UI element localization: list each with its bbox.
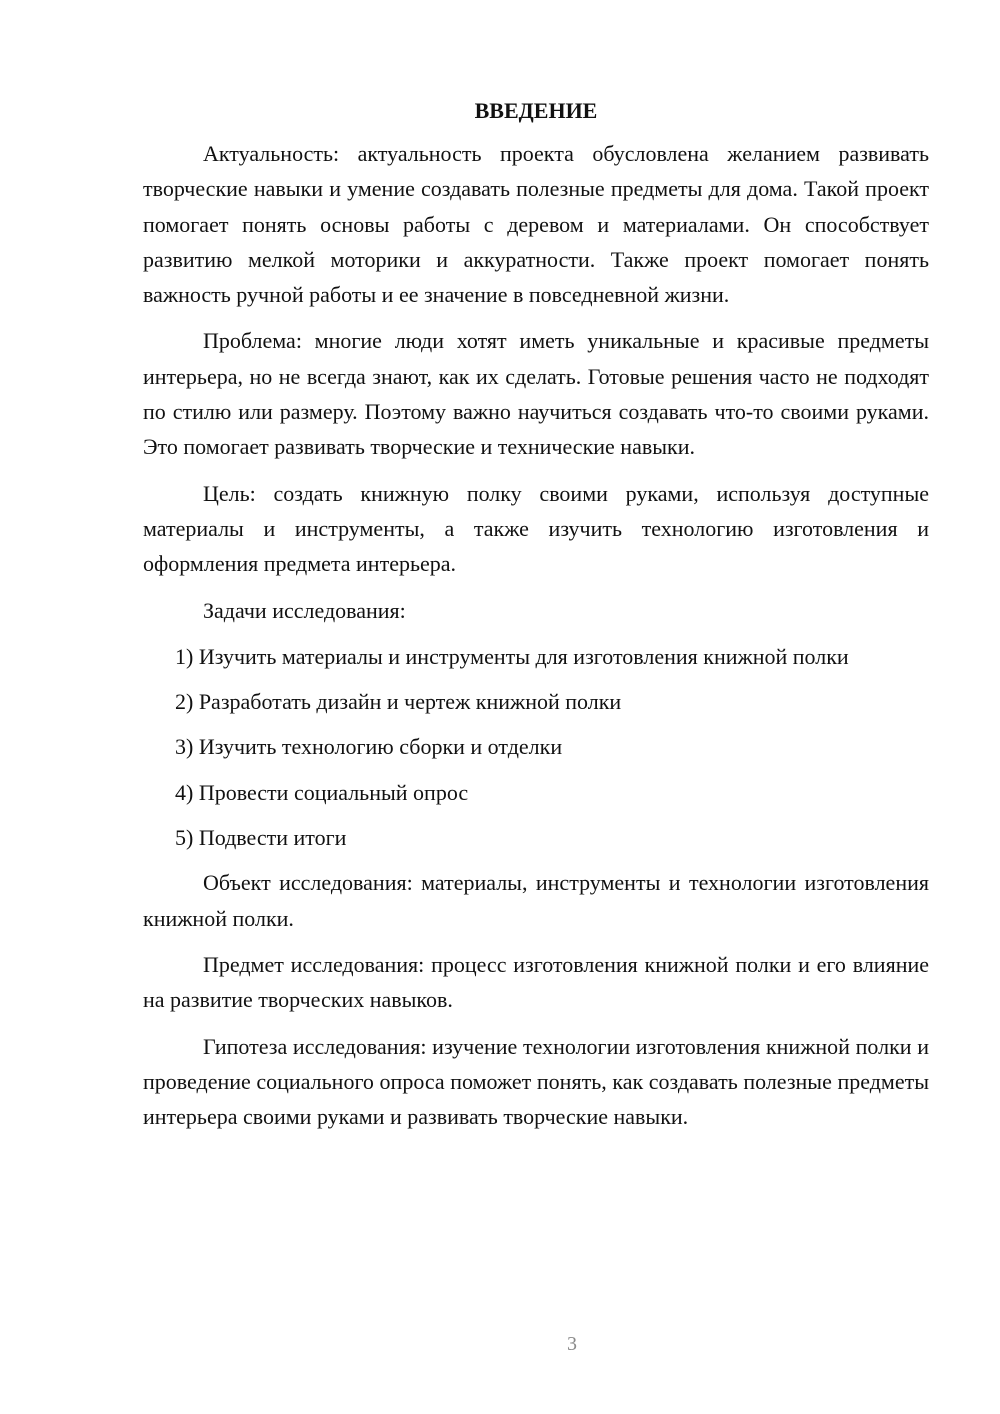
tasks-list — [143, 639, 929, 855]
page-content — [143, 96, 929, 1145]
paragraph-relevance: Актуальность: актуальность проекта обусловлена желанием развивать творческие навыки и умение создавать полезные предметы для дома. Такой проект помогает понять основы работы с деревом и материалами. Он способствует развитию мелкой моторики и аккуратности. Также проект помогает понять важность ручной работы и ее значение в повседневной жизни. — [143, 141, 929, 308]
list-item: 1) Изучить материалы и инструменты для изготовления книжной полки — [175, 643, 849, 669]
list-item: 5) Подвести итоги — [175, 825, 347, 851]
paragraph-hypothesis: Гипотеза исследования: изучение технологии изготовления книжной полки и проведение социального опроса поможет понять, как создавать полезные предметы интерьера своими руками и развивать творческие навыки. — [143, 1033, 929, 1130]
list-item: 2) Разработать дизайн и чертеж книжной полки — [175, 689, 622, 715]
paragraph-tasks-intro: Задачи исследования: — [203, 597, 406, 623]
page-number: 3 — [567, 1333, 577, 1355]
paragraph-subject: Предмет исследования: процесс изготовления книжной полки и его влияние на развитие творческих навыков. — [143, 951, 929, 1013]
list-item: 3) Изучить технологию сборки и отделки — [175, 734, 563, 760]
list-item: 4) Провести социальный опрос — [175, 779, 469, 805]
section-heading: ВВЕДЕНИЕ — [474, 98, 598, 123]
paragraph-object: Объект исследования: материалы, инструменты и технологии изготовления книжной полки. — [143, 870, 929, 931]
paragraph-problem: Проблема: многие люди хотят иметь уникальные и красивые предметы интерьера, но не всегда знают, как их сделать. Готовые решения часто не подходят по стилю или размеру. Поэтому важно научиться создавать что-то своими руками. Это помогает развивать творческие и технические навыки. — [143, 328, 929, 460]
paragraph-goal: Цель: создать книжную полку своими руками, используя доступные материалы и инструменты, а также изучить технологию изготовления и оформления предмета интерьера. — [143, 480, 929, 577]
